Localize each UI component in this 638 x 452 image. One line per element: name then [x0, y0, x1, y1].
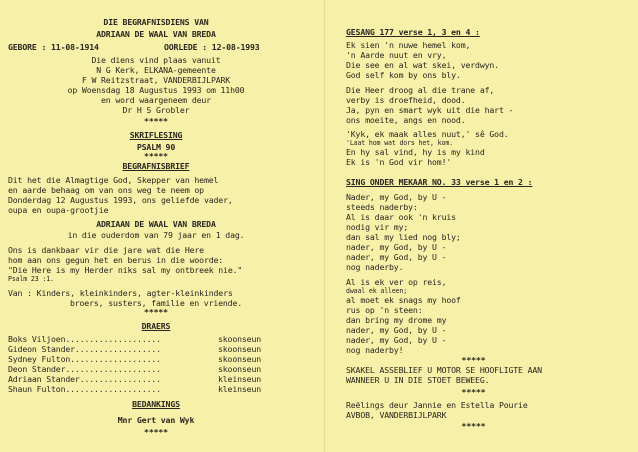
- thanks-name: Mnr Gert van Wyk: [117, 415, 195, 425]
- bearer-name: Deon Stander....................: [8, 364, 161, 374]
- deceased-name: ADRIAAN DE WAAL VAN BREDA: [96, 219, 216, 229]
- bearer-role: skoonseun: [218, 334, 262, 344]
- service-line: en word waargeneem deur: [101, 95, 211, 105]
- obituary-heading: BEGRAFNISBRIEF: [122, 161, 190, 171]
- song-line: nader, my God, by U -: [346, 335, 447, 345]
- service-line: Dr H S Grobler: [122, 105, 190, 115]
- hymn-line: Ek is 'n God vir hom!': [346, 157, 452, 167]
- obituary-line: Donderdag 12 Augustus 1993, ons geliefde vader,: [8, 195, 233, 205]
- hymn-line: verby is droefheid, dood.: [346, 95, 466, 105]
- bearer-role: kleinseun: [218, 374, 262, 384]
- bearer-name: Adriaan Stander.................: [8, 374, 161, 384]
- arrangement-line: Reëlings deur Jannie en Estella Pourie: [346, 400, 528, 410]
- song-line: steeds naderby:: [346, 202, 418, 212]
- song-line: nodig vir my;: [346, 222, 409, 232]
- stars-divider: *****: [144, 116, 168, 126]
- hymn-line: Die Heer droog al die trane af,: [346, 85, 495, 95]
- obituary-line: Dit het die Almagtige God, Skepper van hemel: [8, 175, 219, 185]
- song-heading: SING ONDER MEKAAR NO. 33 verse 1 en 2 :: [346, 177, 533, 187]
- page-fold: [324, 0, 325, 452]
- song-line: Nader, my God, by U -: [346, 192, 447, 202]
- title-line-2: ADRIAAN DE WAAL VAN BREDA: [96, 29, 216, 39]
- bearers-heading: DRAERS: [141, 321, 171, 331]
- bearer-role: skoonseun: [218, 364, 262, 374]
- song-line: Al is ek ver op reis,: [346, 277, 447, 287]
- obituary-line: en aarde behaag om van ons weg te neem op: [8, 185, 204, 195]
- obituary-line: oupa en oupa-grootjie: [8, 205, 109, 215]
- song-line: dan sal my lied nog bly;: [346, 232, 461, 242]
- psalm-reference: PSALM 90: [136, 142, 176, 152]
- thanks-line: hom aan ons gegun het en berus in die woorde:: [8, 255, 224, 265]
- hymn-line: 'Kyk, ek maak alles nuut,' sê God.: [346, 129, 509, 139]
- hymn-line: 'Laat hom wat dors het, kom.: [346, 139, 453, 147]
- bearer-name: Gideon Stander..................: [8, 344, 161, 354]
- hymn-line: 'n Aarde nuut en vry,: [346, 50, 447, 60]
- song-line: dan bring my drome my: [346, 315, 447, 325]
- scripture-heading: SKRIFLESING: [129, 130, 183, 140]
- song-line: nog naderby.: [346, 262, 404, 272]
- stars-divider: *****: [461, 387, 486, 397]
- stars-divider: *****: [461, 355, 486, 365]
- notice-line: SKAKEL ASSEBLIEF U MOTOR SE HOOFLIGTE AAN: [346, 365, 542, 375]
- thanks-line: Ons is dankbaar vir die jare wat die Here: [8, 245, 204, 255]
- bearer-role: kleinseun: [218, 384, 262, 394]
- hymn-line: Ja, pyn en smart wyk uit die hart -: [346, 105, 514, 115]
- age-line: in die ouderdom van 79 jaar en 1 dag.: [67, 230, 245, 240]
- hymn-line: Die see en al wat skei, verdwyn.: [346, 60, 499, 70]
- song-line: Al is daar ook 'n kruis: [346, 212, 456, 222]
- song-line: nader, my God, by U -: [346, 325, 447, 335]
- stars-divider: *****: [144, 151, 168, 161]
- song-line: nader, my God, by U -: [346, 252, 447, 262]
- stars-divider: *****: [144, 307, 168, 317]
- arrangement-line: AVBOB, VANDERBIJLPARK: [346, 410, 447, 420]
- thanks-line: "Die Here is my Herder niks sal my ontbreek nie.": [8, 265, 243, 275]
- notice-line: WANNEER U IN DIE STOET BEWEEG.: [346, 375, 490, 385]
- service-line: Die diens vind plaas vanuit: [91, 55, 221, 65]
- hymn-line: En hy sal vind, hy is my kind: [346, 147, 485, 157]
- service-line: op Woensdag 18 Augustus 1993 om 11h00: [67, 85, 245, 95]
- thanks-heading: BEDANKINGS: [132, 399, 180, 409]
- bearer-name: Boks Viljoen....................: [8, 334, 161, 344]
- scripture-ref: Psalm 23 :1.: [8, 275, 54, 283]
- from-line: Van : Kinders, kleinkinders, agter-kleinkinders: [8, 288, 233, 298]
- stars-divider: *****: [461, 421, 486, 431]
- hymn-line: Ek sien 'n nuwe hemel kom,: [346, 40, 471, 50]
- born-date: GEBORE : 11-08-1914: [8, 42, 99, 52]
- bearer-name: Shaun Fulton....................: [8, 384, 161, 394]
- from-line: broers, susters, familie en vriende.: [69, 298, 243, 308]
- bearer-role: skoonseun: [218, 344, 262, 354]
- hymn-line: God self kom by ons bly.: [346, 70, 461, 80]
- song-line: dwaal ek alleen;: [346, 287, 408, 295]
- bearer-name: Sydney Fulton...................: [8, 354, 161, 364]
- died-date: OORLEDE : 12-08-1993: [164, 42, 260, 52]
- service-line: N G Kerk, ELKANA-gemeente: [96, 65, 216, 75]
- song-line: nog naderby!: [346, 345, 404, 355]
- hymn-line: ons moeite, angs en nood.: [346, 115, 466, 125]
- song-line: al moet ek snags my hoof: [346, 295, 461, 305]
- song-line: rus op 'n steen:: [346, 305, 423, 315]
- song-line: nader, my God, by U -: [346, 242, 447, 252]
- service-line: F W Reitzstraat, VANDERBIJLPARK: [81, 75, 231, 85]
- stars-divider: *****: [144, 427, 168, 437]
- hymn-heading: GESANG 177 verse 1, 3 en 4 :: [346, 27, 480, 37]
- bearer-role: skoonseun: [218, 354, 262, 364]
- title-line-1: DIE BEGRAFNISDIENS VAN: [103, 17, 209, 27]
